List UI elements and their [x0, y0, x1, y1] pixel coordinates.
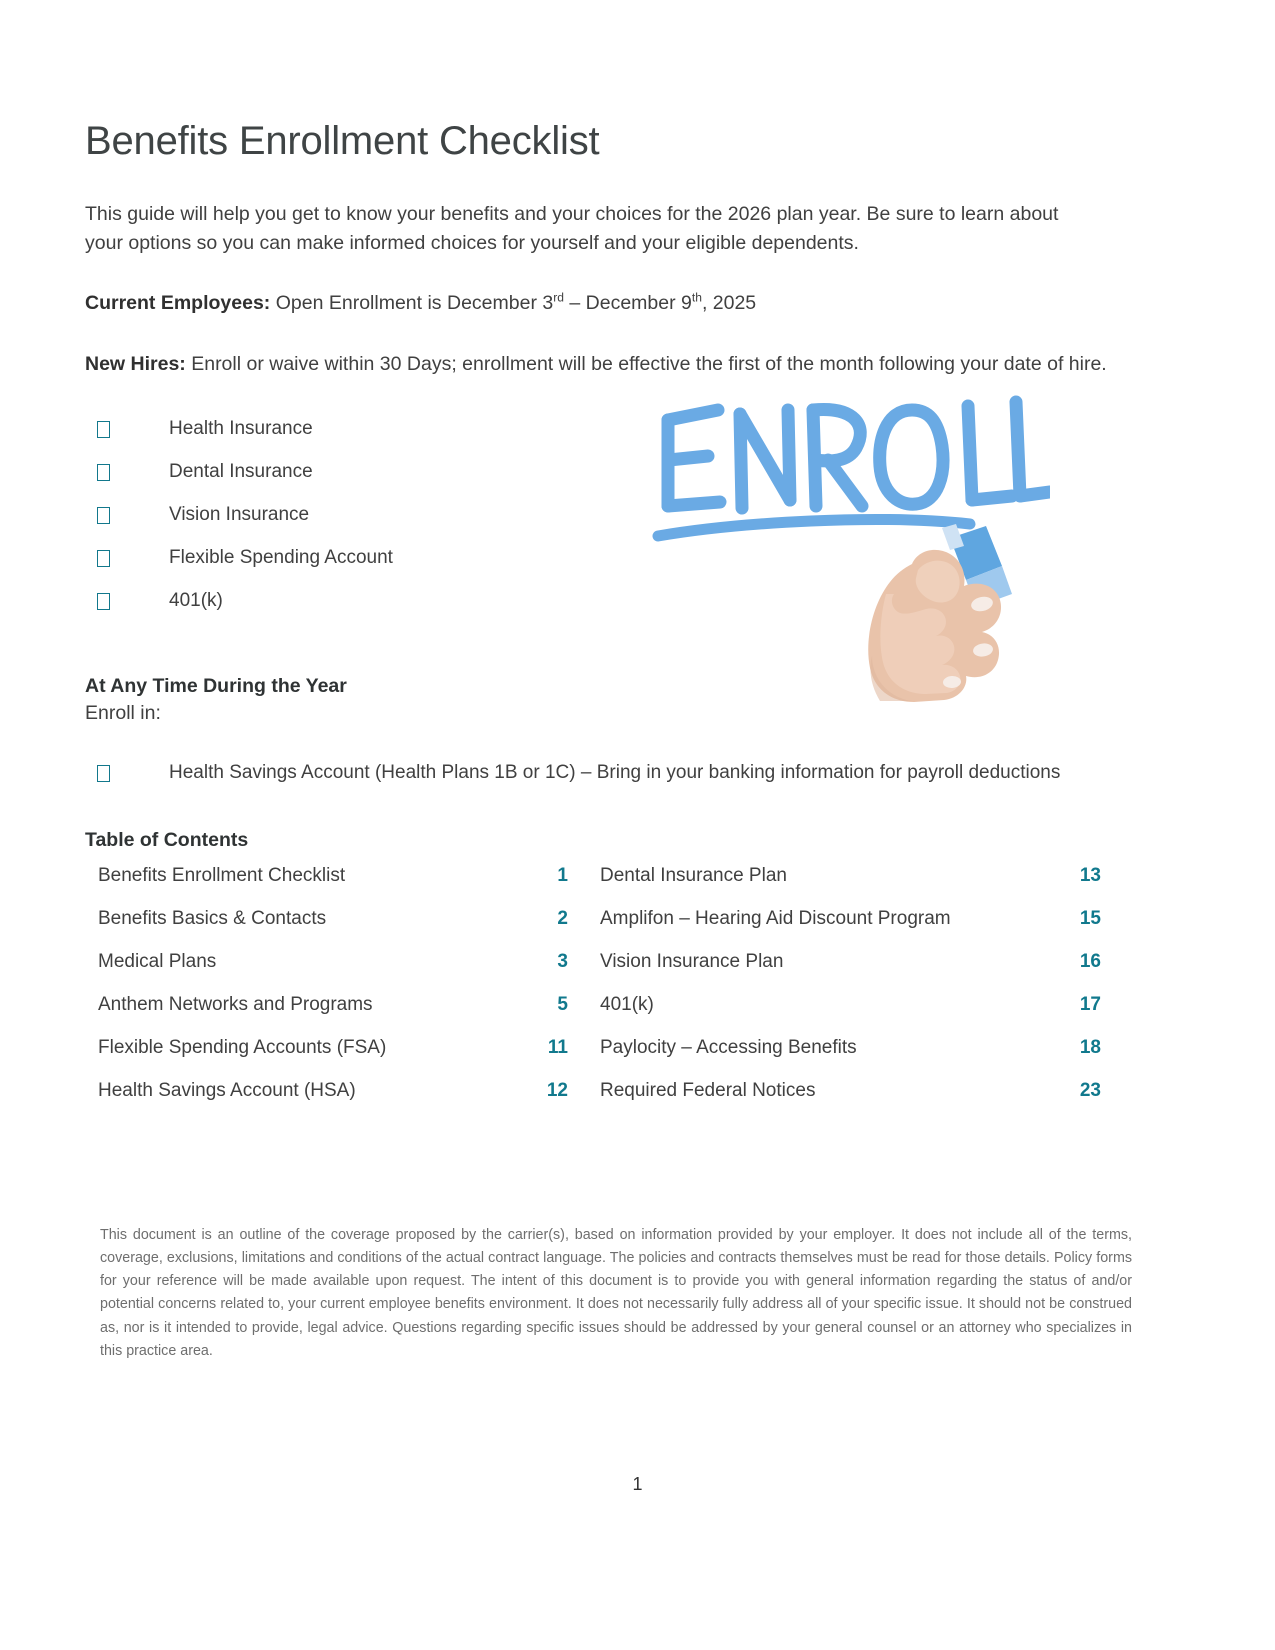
checkbox-icon[interactable]: [97, 421, 110, 438]
toc-row[interactable]: [600, 994, 1101, 1037]
current-employees-label: Current Employees:: [85, 292, 271, 315]
document-body: [85, 0, 1130, 1123]
toc-entry-page: 2: [557, 908, 568, 930]
toc-entry-label: Paylocity – Accessing Benefits: [600, 1037, 857, 1059]
table-of-contents: [85, 865, 1115, 1123]
toc-entry-label: Anthem Networks and Programs: [98, 994, 373, 1016]
current-employees-text: Open Enrollment is: [270, 292, 447, 315]
new-hires-line: [85, 350, 1135, 379]
toc-entry-label: Vision Insurance Plan: [600, 951, 784, 973]
toc-column-right: [600, 865, 1115, 1123]
toc-entry-page: 11: [547, 1037, 568, 1059]
toc-row[interactable]: [98, 908, 568, 951]
toc-entry-label: Benefits Enrollment Checklist: [98, 865, 346, 887]
toc-row[interactable]: [98, 951, 568, 994]
checklist-item[interactable]: [85, 589, 1130, 632]
toc-row[interactable]: [600, 1037, 1101, 1080]
toc-entry-page: 12: [546, 1080, 568, 1102]
toc-entry-page: 18: [1079, 1037, 1101, 1059]
checklist-item-label: Health Insurance: [169, 417, 313, 439]
page-number: 1: [632, 1474, 643, 1494]
enrollment-checklist: [85, 417, 1130, 632]
toc-row[interactable]: [600, 951, 1101, 994]
toc-entry-page: 15: [1079, 908, 1101, 930]
hsa-checklist-item-label: Health Savings Account (Health Plans 1B or 1C) – Bring in your banking information for payroll deductions: [169, 761, 1061, 783]
toc-entry-label: Medical Plans: [98, 951, 217, 973]
toc-row[interactable]: [600, 865, 1101, 908]
checkbox-icon[interactable]: [97, 464, 110, 481]
toc-entry-label: Benefits Basics & Contacts: [98, 908, 327, 930]
checkbox-icon[interactable]: [97, 765, 110, 782]
current-employees-line: [85, 289, 1135, 318]
toc-column-left: [85, 865, 600, 1123]
checklist-item-label: Dental Insurance: [169, 460, 313, 482]
toc-row[interactable]: [98, 1080, 568, 1123]
toc-entry-page: 5: [557, 994, 568, 1016]
checkbox-icon[interactable]: [97, 507, 110, 524]
checklist-item-label: 401(k): [169, 589, 223, 611]
open-enrollment-end-ordinal: th: [691, 290, 702, 305]
checklist-item[interactable]: [85, 546, 1130, 589]
new-hires-text: Enroll or waive within 30 Days; enrollment will be effective the first of the month following your date of hire.: [185, 352, 1107, 375]
any-time-subheading: Enroll in:: [85, 701, 161, 724]
table-of-contents-heading: Table of Contents: [85, 829, 249, 852]
checklist-item-label: Vision Insurance: [169, 503, 310, 525]
toc-row[interactable]: [98, 865, 568, 908]
toc-entry-page: 1: [557, 865, 568, 887]
checklist-item[interactable]: [85, 503, 1130, 546]
toc-entry-page: 17: [1079, 994, 1101, 1016]
toc-entry-page: 16: [1079, 951, 1101, 973]
open-enrollment-start-ordinal: rd: [553, 290, 564, 305]
new-hires-label: New Hires:: [85, 352, 186, 375]
toc-row[interactable]: [98, 1037, 568, 1080]
checklist-item[interactable]: [85, 417, 1130, 460]
toc-entry-label: Flexible Spending Accounts (FSA): [98, 1037, 387, 1059]
any-time-heading: At Any Time During the Year: [85, 674, 347, 697]
intro-paragraph: This guide will help you get to know your benefits and your choices for the 2026 plan year. Be sure to learn about your options so you can make informed choices for yourself and your eligible dependents.: [85, 203, 1059, 254]
open-enrollment-year: , 2025: [701, 292, 757, 315]
checkbox-icon[interactable]: [97, 550, 110, 567]
toc-entry-label: 401(k): [600, 994, 654, 1016]
toc-entry-page: 3: [557, 951, 568, 973]
open-enrollment-end: December 9: [585, 292, 692, 315]
disclaimer-text: This document is an outline of the coverage proposed by the carrier(s), based on information provided by your employer. It does not include all of the terms, coverage, exclusions, limitations and conditions of the actual contract language. The policies and contracts themselves must be read for those details. Policy forms for your reference will be made available upon request. The intent of this document is to provide you with general information regarding the status of and/or potential concerns related to, your current employee benefits environment. It does not necessarily fully address all of your specific issue. It should not be construed as, nor is it intended to provide, legal advice. Questions regarding specific issues should be addressed by your general counsel or an attorney who specializes in this practice area.: [100, 1227, 1132, 1359]
page-title: Benefits Enrollment Checklist: [85, 119, 600, 163]
hsa-checklist-item[interactable]: [85, 761, 1130, 786]
toc-row[interactable]: [600, 908, 1101, 951]
toc-row[interactable]: [600, 1080, 1101, 1123]
checklist-item[interactable]: [85, 460, 1130, 503]
toc-entry-label: Amplifon – Hearing Aid Discount Program: [600, 908, 951, 930]
toc-row[interactable]: [98, 994, 568, 1037]
toc-entry-page: 13: [1079, 865, 1101, 887]
toc-entry-label: Dental Insurance Plan: [600, 865, 787, 887]
open-enrollment-separator: –: [563, 292, 586, 315]
checklist-item-label: Flexible Spending Account: [169, 546, 393, 568]
toc-entry-page: 23: [1079, 1080, 1101, 1102]
open-enrollment-start: December 3: [446, 292, 554, 315]
checkbox-icon[interactable]: [97, 593, 110, 610]
toc-entry-label: Health Savings Account (HSA): [98, 1080, 356, 1102]
toc-entry-label: Required Federal Notices: [600, 1080, 816, 1102]
